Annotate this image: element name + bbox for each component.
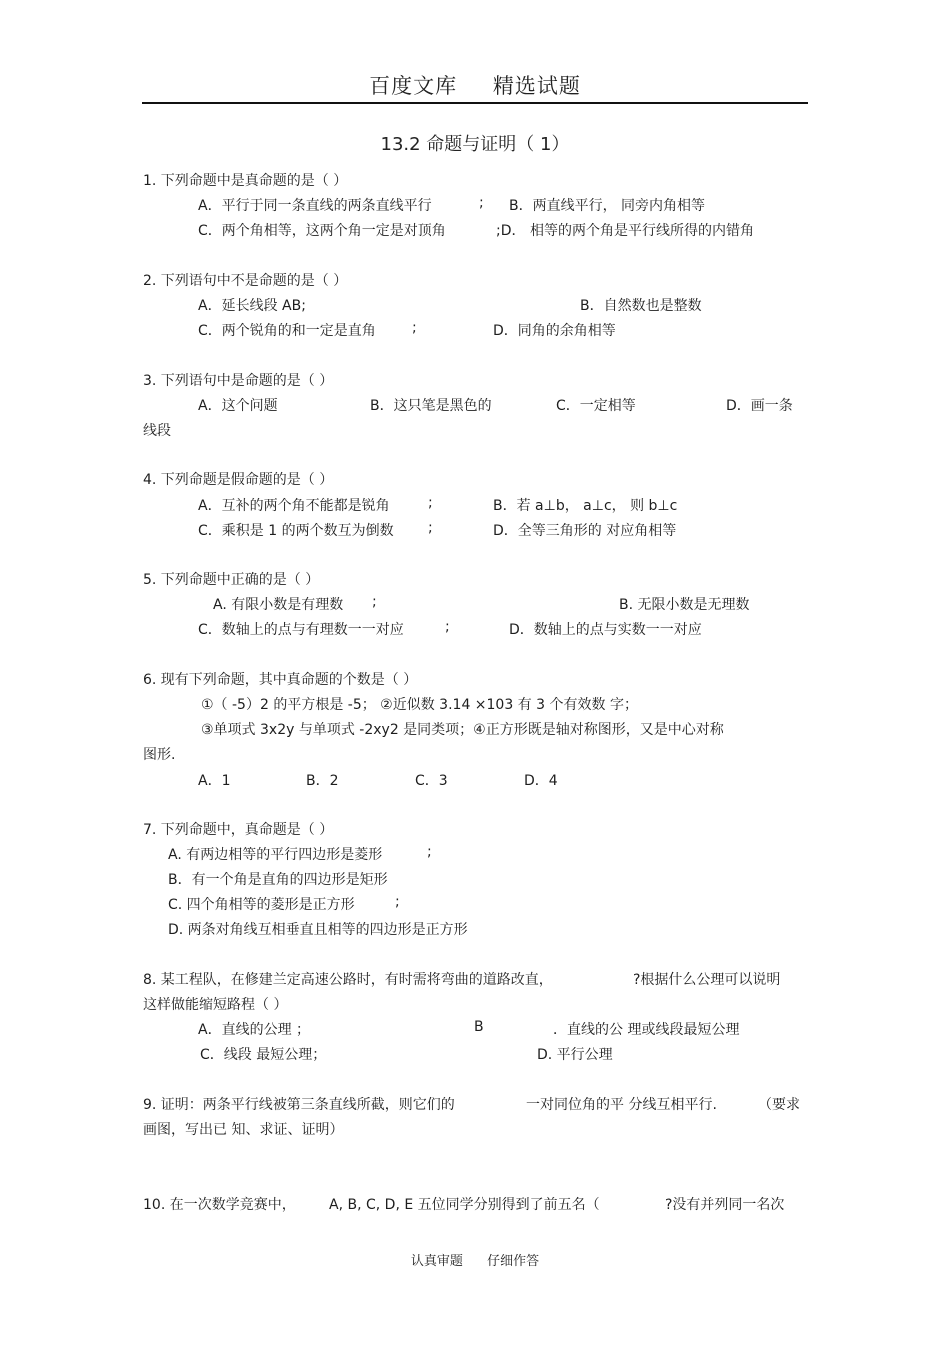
document-title: 13.2 命题与证明（ 1） [380,134,570,155]
q1-option-a: A．平行于同一条直线的两条直线平行 [198,198,432,214]
q1-stem: 1. 下列命题中是真命题的是（ ） [143,173,348,189]
q7-option-c-separator: ; [395,894,400,910]
q9-line2: 画图，写出已 知、求证、证明） [143,1122,344,1138]
q8-option-b: ．直线的公 理或线段最短公理 [553,1022,740,1038]
q7-stem: 7. 下列命题中，真命题是（ ） [143,822,334,838]
q2-option-c: C．两个锐角的和一定是直角 [198,323,376,339]
q6-statement-3-4: ③单项式 3x2y 与单项式 -2xy2 是同类项；④正方形既是轴对称图形，又是中心对称 [201,722,724,738]
q10-line1-middle: A, B, C, D, E 五位同学分别得到了前五名（ [329,1197,600,1213]
footer-left: 认真审题 [410,1254,463,1269]
q3-option-d-continued: 线段 [143,423,171,439]
q8-stem-line2: 这样做能缩短路程（ ） [143,997,288,1013]
q3-option-a: A．这个问题 [198,398,278,414]
q6-statement-1-2: ①（ -5）2 的平方根是 -5； ②近似数 3.14 ×103 有 3 个有效数 字； [201,697,638,713]
q4-option-a-separator: ; [428,495,433,511]
q3-option-c: C．一定相等 [556,398,636,414]
header-left: 百度文库 [369,74,458,98]
header-rule [142,102,808,104]
q10-line1-end: ?没有并列同一名次 [665,1197,785,1213]
q5-stem: 5. 下列命题中正确的是（ ） [143,572,320,588]
q1-option-a-separator: ; [479,195,484,211]
q9-line1-end: （要求 [758,1097,800,1113]
q3-option-b: B．这只笔是黑色的 [370,398,492,414]
q3-option-d: D．画一条 [726,398,793,414]
q8-option-a: A．直线的公理 ； [198,1022,311,1038]
q10-line1-start: 10. 在一次数学竞赛中， [143,1197,296,1213]
q6-option-d: D．4 [524,773,558,789]
footer-right: 仔细作答 [487,1254,540,1269]
q4-option-b: B．若 a⊥b， a⊥c， 则 b⊥c [493,498,678,514]
q7-option-a: A. 有两边相等的平行四边形是菱形 [168,847,383,863]
q3-stem: 3. 下列语句中是命题的是（ ） [143,373,334,389]
q2-option-a: A．延长线段 AB; [198,298,306,314]
q6-option-a: A．1 [198,773,231,789]
q4-option-c: C．乘积是 1 的两个数互为倒数 [198,523,394,539]
q5-option-d: D．数轴上的点与实数一一对应 [509,622,702,638]
q4-option-d: D．全等三角形的 对应角相等 [493,523,677,539]
page-header [0,70,950,100]
q5-option-a-separator: ; [372,594,377,610]
q4-option-a: A．互补的两个角不能都是锐角 [198,498,390,514]
q7-option-a-separator: ; [427,844,432,860]
q8-stem-line1: 8. 某工程队，在修建兰定高速公路时，有时需将弯曲的道路改直， [143,972,553,988]
q5-option-a: A. 有限小数是有理数 [213,597,344,613]
q7-option-d: D. 两条对角线互相垂直且相等的四边形是正方形 [168,922,468,938]
q8-option-b-letter: B [474,1019,484,1035]
q5-option-b: B. 无限小数是无理数 [619,597,750,613]
q4-stem: 4. 下列命题是假命题的是（ ） [143,472,334,488]
q6-statement-continued: 图形. [143,747,176,763]
q5-option-c: C．数轴上的点与有理数一一对应 [198,622,404,638]
q6-stem: 6. 现有下列命题，其中真命题的个数是（ ） [143,672,418,688]
q8-option-d: D. 平行公理 [537,1047,613,1063]
q6-option-c: C．3 [415,773,448,789]
q8-option-c: C．线段 最短公理； [200,1047,327,1063]
q2-option-c-separator: ; [412,320,417,336]
q1-option-c: C．两个角相等，这两个角一定是对顶角 [198,223,446,239]
q5-option-c-separator: ; [445,619,450,635]
q4-option-c-separator: ; [428,520,433,536]
q2-option-b: B．自然数也是整数 [580,298,702,314]
q1-option-d: ;D． 相等的两个角是平行线所得的内错角 [496,223,754,239]
q7-option-c: C. 四个角相等的菱形是正方形 [168,897,355,913]
page-footer [0,1250,950,1269]
q2-stem: 2. 下列语句中不是命题的是（ ） [143,273,348,289]
q6-option-b: B．2 [306,773,339,789]
q8-stem-line1-end: ?根据什么公理可以说明 [633,972,781,988]
q9-line1-middle: 一对同位角的平 分线互相平行. [526,1097,717,1113]
q9-line1-start: 9. 证明：两条平行线被第三条直线所截，则它们的 [143,1097,455,1113]
q1-option-b: B．两直线平行， 同旁内角相等 [509,198,706,214]
q7-option-b: B．有一个角是直角的四边形是矩形 [168,872,388,888]
q2-option-d: D．同角的余角相等 [493,323,616,339]
header-right: 精选试题 [492,74,581,98]
